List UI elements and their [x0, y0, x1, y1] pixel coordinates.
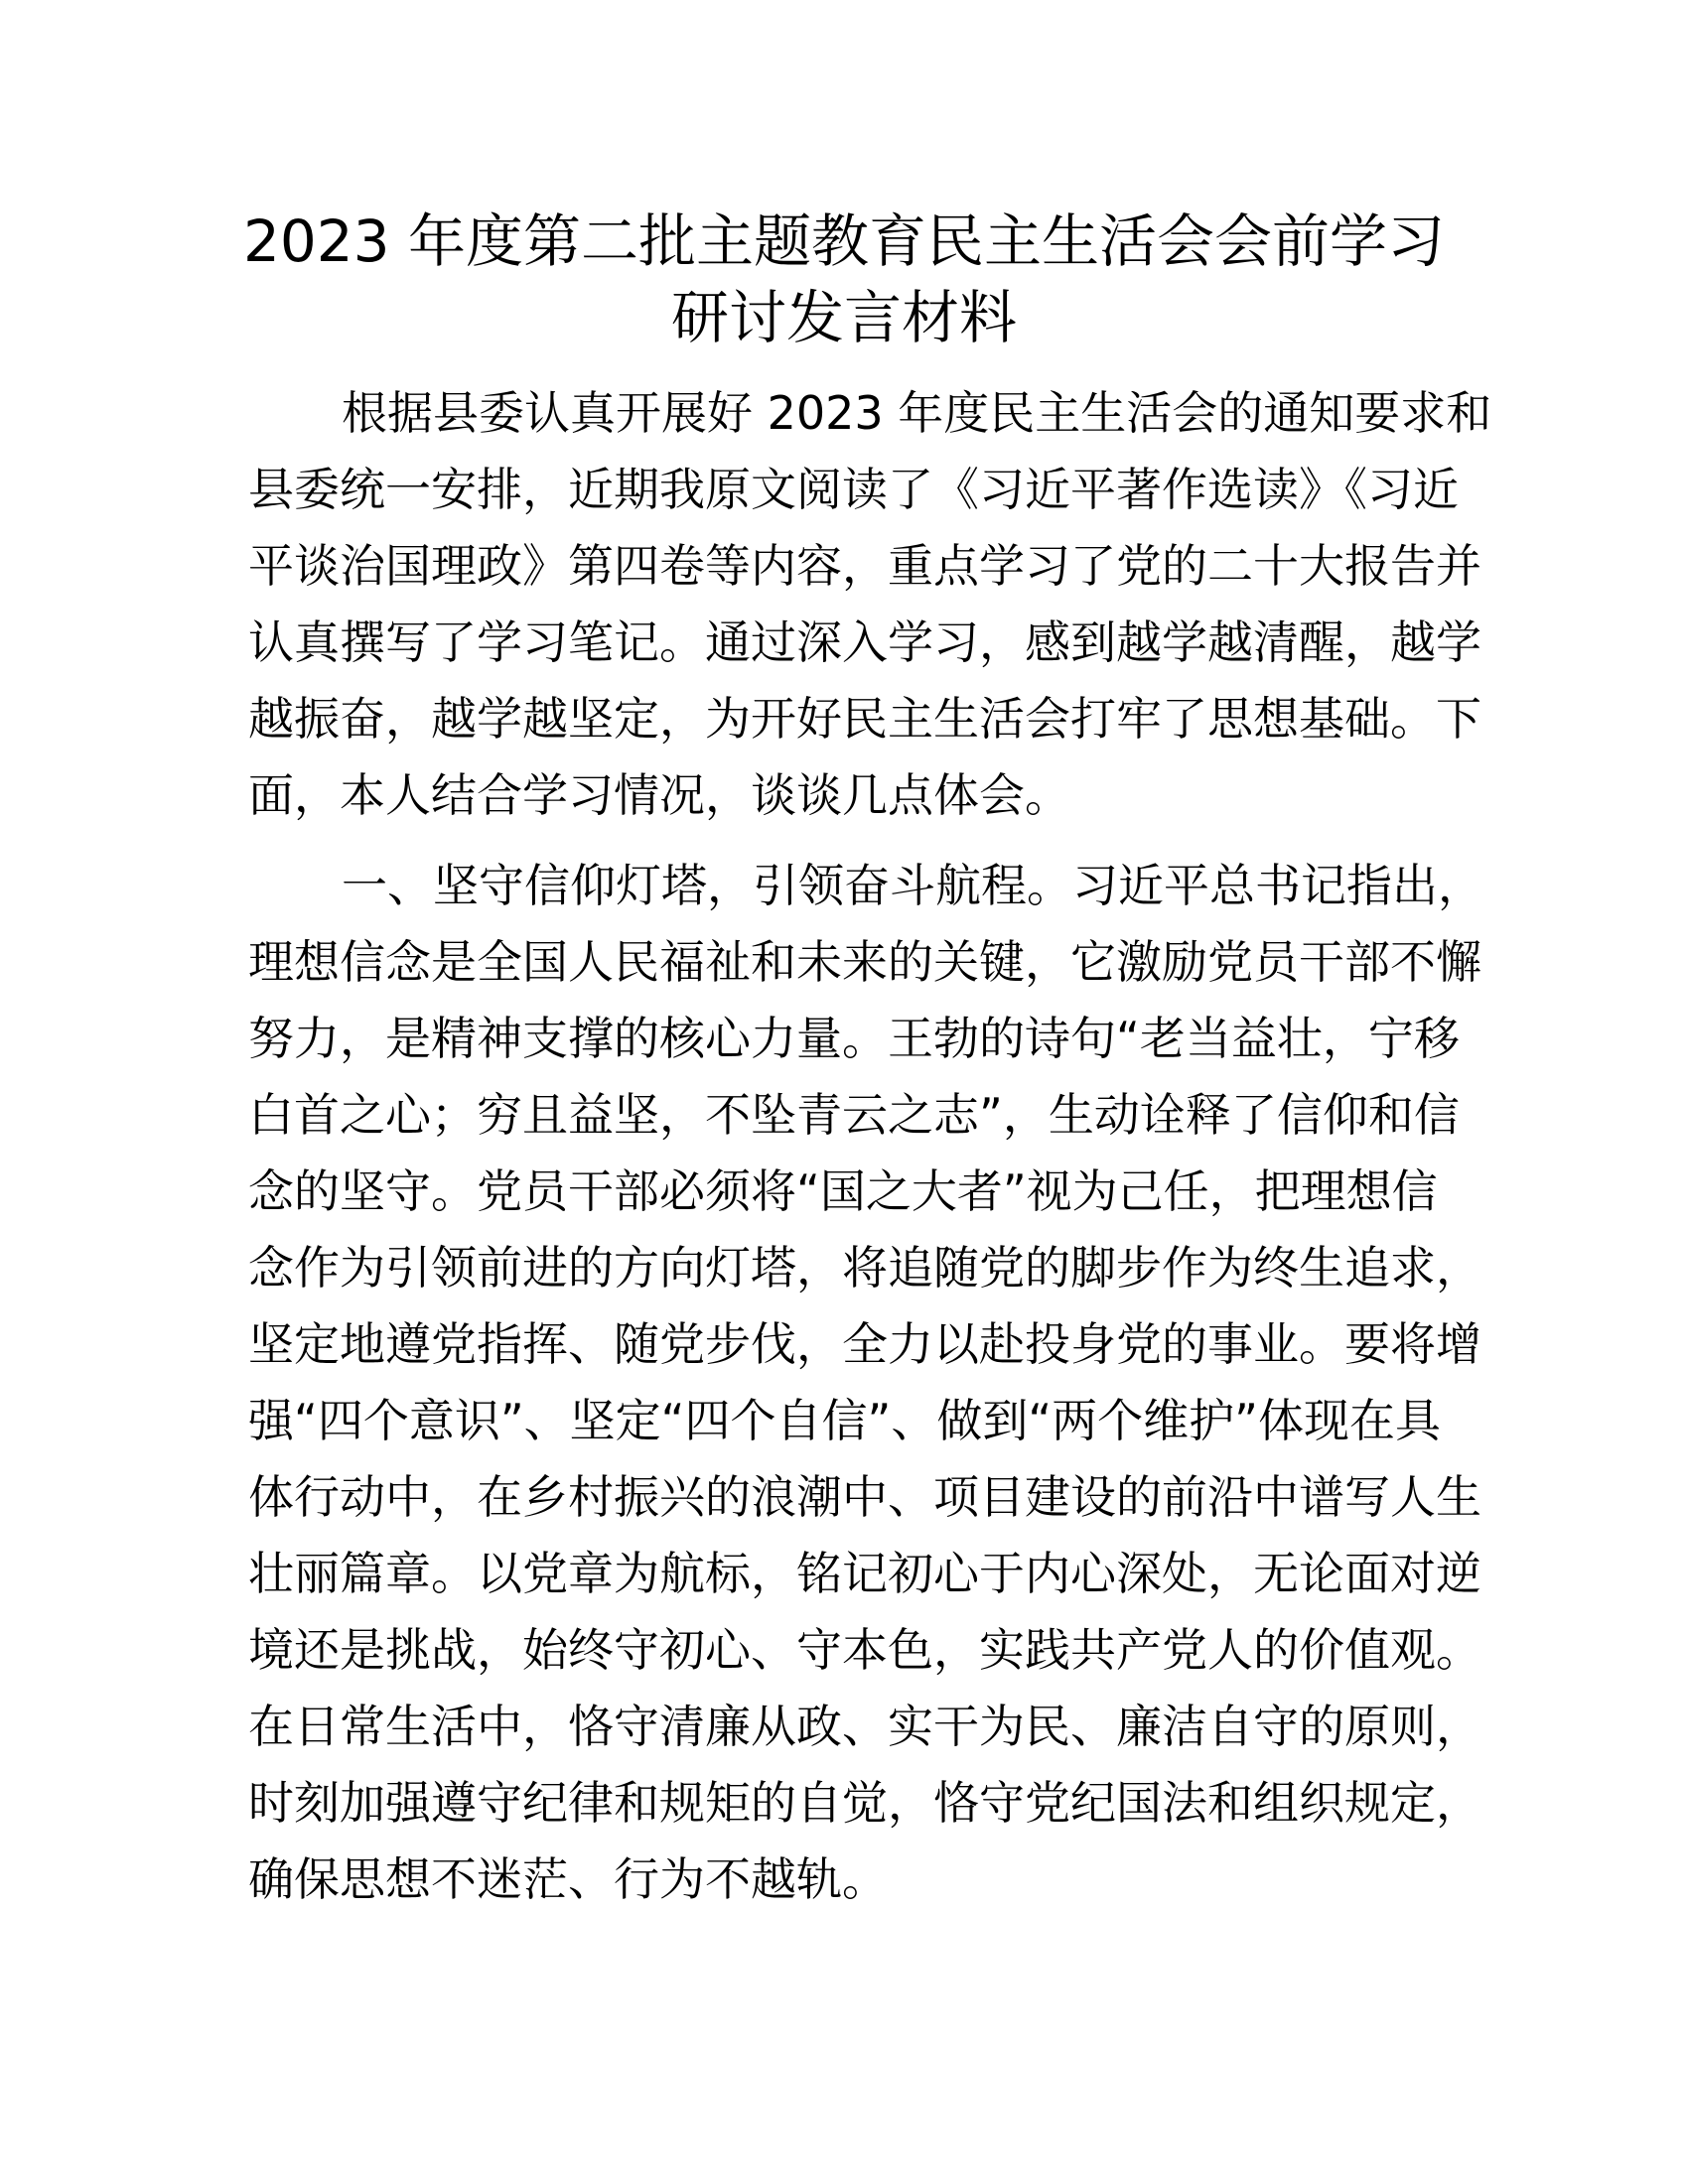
paragraph-line: 念作为引领前进的方向灯塔，将追随党的脚步作为终生追求， — [248, 1241, 1481, 1295]
paragraph-line: 一、坚守信仰灯塔，引领奋斗航程。习近平总书记指出， — [342, 859, 1483, 912]
paragraph-line: 在日常生活中，恪守清廉从政、实干为民、廉洁自守的原则， — [248, 1700, 1481, 1753]
paragraph-line: 县委统一安排，近期我原文阅读了《习近平著作选读》《习近 — [248, 463, 1459, 516]
paragraph-line: 白首之心；穷且益坚，不坠青云之志”，生动诠释了信仰和信 — [248, 1088, 1460, 1142]
paragraph-line: 理想信念是全国人民福祉和未来的关键，它激励党员干部不懈 — [248, 935, 1481, 989]
paragraph-line: 时刻加强遵守纪律和规矩的自觉，恪守党纪国法和组织规定， — [248, 1776, 1481, 1830]
paragraph-line: 境还是挑战，始终守初心、守本色，实践共产党人的价值观。 — [248, 1623, 1481, 1677]
paragraph-line: 确保思想不迷茫、行为不越轨。 — [248, 1852, 888, 1906]
paragraph-line: 念的坚守。党员干部必须将“国之大者”视为己任，把理想信 — [248, 1164, 1438, 1218]
document-body — [248, 375, 1492, 1932]
paragraph-line: 越振奋，越学越坚定，为开好民主生活会打牢了思想基础。下 — [248, 692, 1481, 746]
paragraph-line: 坚定地遵党指挥、随党步伐，全力以赴投身党的事业。要将增 — [248, 1317, 1481, 1371]
paragraph-line: 壮丽篇章。以党章为航标，铭记初心于内心深处，无论面对逆 — [248, 1547, 1481, 1600]
paragraph — [248, 375, 1492, 834]
paragraph-line: 面，本人结合学习情况，谈谈几点体会。 — [248, 768, 1070, 822]
paragraph-line: 认真撰写了学习笔记。通过深入学习，感到越学越清醒，越学 — [248, 615, 1481, 669]
document-title-line-1: 2023 年度第二批主题教育民主生活会会前学习 — [242, 207, 1446, 275]
paragraph — [248, 848, 1483, 1918]
paragraph-line: 强“四个意识”、坚定“四个自信”、做到“两个维护”体现在具 — [248, 1394, 1441, 1447]
paragraph-line: 平谈治国理政》第四卷等内容，重点学习了党的二十大报告并 — [248, 539, 1481, 593]
document-title-line-2: 研讨发言材料 — [670, 284, 1017, 351]
paragraph-line: 努力，是精神支撑的核心力量。王勃的诗句“老当益壮，宁移 — [248, 1012, 1460, 1065]
paragraph-line: 根据县委认真开展好 2023 年度民主生活会的通知要求和 — [342, 386, 1492, 440]
paragraph-line: 体行动中，在乡村振兴的浪潮中、项目建设的前沿中谱写人生 — [248, 1470, 1481, 1524]
